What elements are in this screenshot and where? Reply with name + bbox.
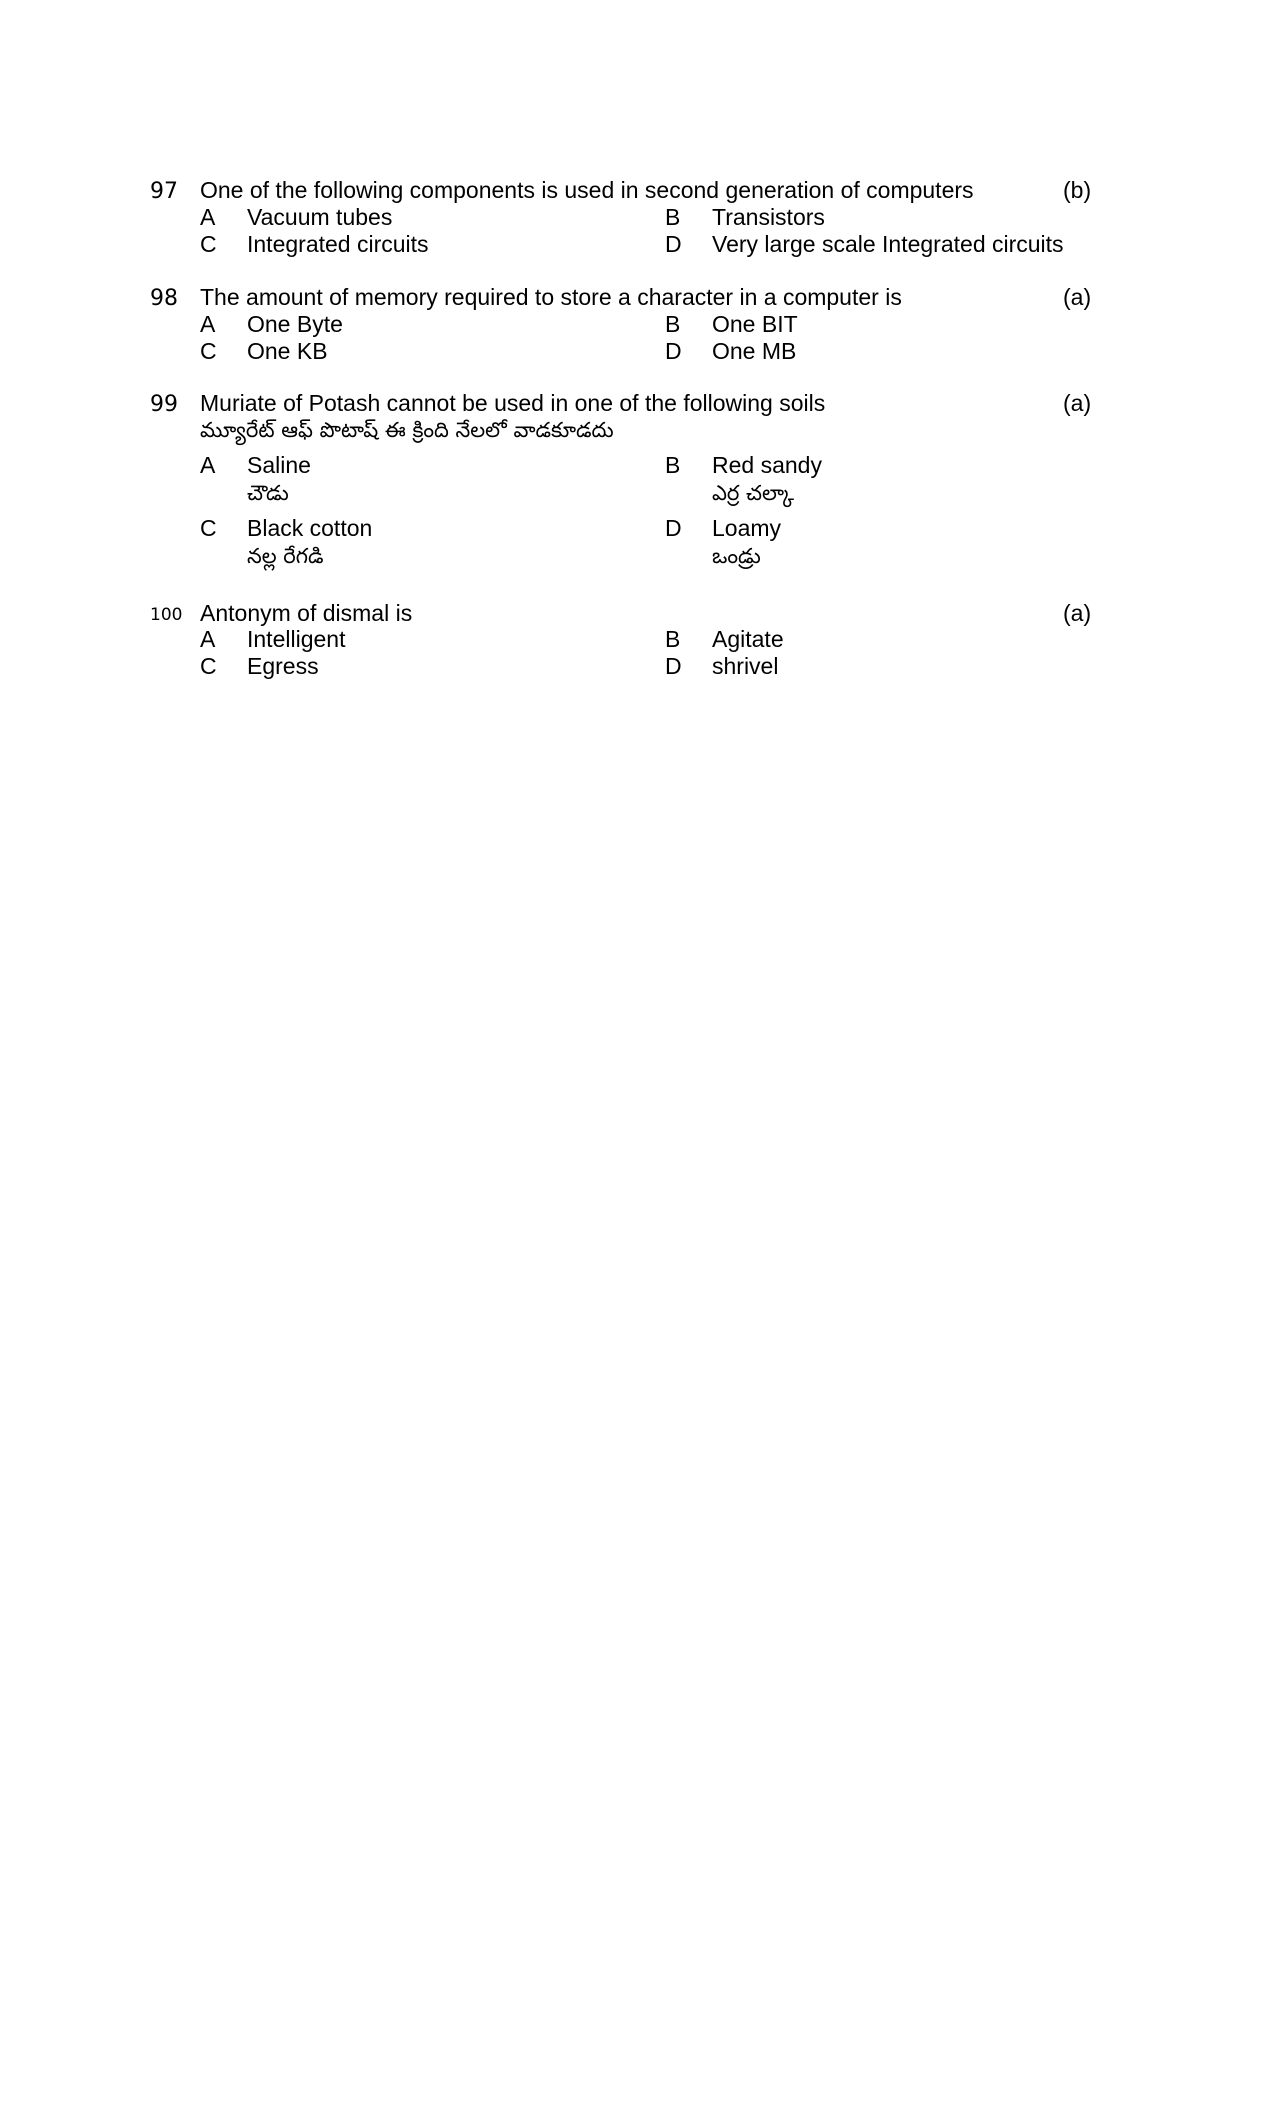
option-letter: D	[665, 515, 682, 541]
question-text: The amount of memory required to store a character in a computer is	[200, 284, 902, 310]
option-letter: A	[200, 452, 216, 478]
option-text: Egress	[247, 653, 319, 679]
option-letter: C	[200, 515, 217, 541]
option-text: Vacuum tubes	[247, 204, 393, 230]
option-letter: D	[665, 338, 682, 364]
option-letter: A	[200, 204, 216, 230]
option-letter: C	[200, 653, 217, 679]
answer-key: (a)	[1063, 600, 1092, 626]
option-letter: B	[665, 311, 681, 337]
option-letter: A	[200, 626, 216, 652]
question-text: Antonym of dismal is	[200, 600, 413, 626]
option-text: shrivel	[712, 653, 779, 679]
option-letter: C	[200, 231, 217, 257]
question-number: 97	[150, 179, 178, 204]
question-text: Muriate of Potash cannot be used in one of the following soils	[200, 390, 826, 416]
option-text: One MB	[712, 338, 797, 364]
option-text-telugu: చౌడు	[247, 481, 289, 505]
option-letter: B	[665, 452, 681, 478]
option-letter: D	[665, 653, 682, 679]
answer-key: (a)	[1063, 284, 1092, 310]
question-text-telugu: మ్యూరేట్ ఆఫ్ పొటాష్ ఈ క్రింది నేలలో వాడకూడదు	[200, 418, 614, 442]
option-text: Transistors	[712, 204, 825, 230]
answer-key: (b)	[1063, 177, 1092, 203]
question-number: 100	[150, 605, 183, 625]
option-text-telugu: ఒండ్రు	[712, 544, 761, 568]
option-letter: B	[665, 626, 681, 652]
option-text: One Byte	[247, 311, 343, 337]
option-text: One KB	[247, 338, 328, 364]
answer-key: (a)	[1063, 390, 1092, 416]
option-text: Intelligent	[247, 626, 346, 652]
option-text: Red sandy	[712, 452, 822, 478]
option-letter: A	[200, 311, 216, 337]
option-text: Very large scale Integrated circuits	[712, 231, 1064, 257]
option-text-telugu: నల్ల రేగడి	[247, 544, 324, 568]
option-text: Black cotton	[247, 515, 373, 541]
option-letter: C	[200, 338, 217, 364]
option-text-telugu: ఎర్ర చల్కా	[712, 481, 795, 505]
option-text: One BIT	[712, 311, 798, 337]
option-text: Saline	[247, 452, 311, 478]
option-text: Integrated circuits	[247, 231, 429, 257]
option-letter: D	[665, 231, 682, 257]
question-number: 99	[150, 392, 178, 417]
question-text: One of the following components is used in second generation of computers	[200, 177, 974, 203]
option-text: Loamy	[712, 515, 782, 541]
option-letter: B	[665, 204, 681, 230]
question-number: 98	[150, 286, 178, 311]
option-text: Agitate	[712, 626, 784, 652]
